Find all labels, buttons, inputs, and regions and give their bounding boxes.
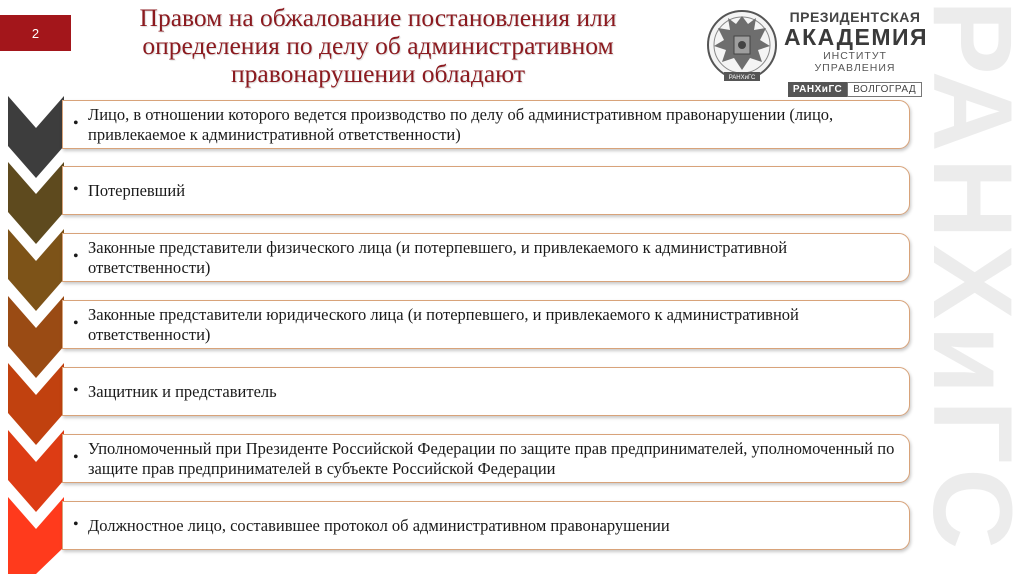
- bullet: •: [73, 381, 79, 399]
- bullet: •: [73, 114, 79, 132]
- bullet: •: [73, 247, 79, 265]
- chevron-1: [8, 96, 64, 178]
- list-item: [62, 166, 910, 215]
- list-item-text: Законные представители юридического лица (и потерпевшего, и привлекаемого к административной ответственности): [88, 304, 799, 344]
- bullet: •: [73, 314, 79, 332]
- list-item: [62, 100, 910, 149]
- watermark-text: РАНХиГС: [910, 0, 1035, 556]
- logo-text: [784, 9, 929, 97]
- watermark: [910, 0, 1035, 574]
- bullet: •: [73, 180, 79, 198]
- logo-line-president: ПРЕЗИДЕНТСКАЯ: [789, 9, 921, 25]
- bullet: •: [73, 515, 79, 533]
- academy-logo: [700, 2, 928, 94]
- list-item-text: Должностное лицо, составившее протокол об административном правонарушении: [88, 515, 670, 535]
- list-item-text: Законные представители физического лица (и потерпевшего, и привлекаемого к административной ответственности): [88, 237, 788, 277]
- logo-line-institute: ИНСТИТУТ УПРАВЛЕНИЯ: [814, 50, 896, 74]
- emblem-caption: РАНХиГС: [728, 75, 756, 81]
- list-item: [62, 233, 910, 282]
- logo-line-academy: АКАДЕМИЯ: [784, 24, 929, 50]
- slide-title: Правом на обжалование постановления или определения по делу об административном правонарушении обладают: [139, 3, 617, 88]
- slide-number: 2: [31, 25, 40, 41]
- list-item-text: Лицо, в отношении которого ведется производство по делу об административном правонарушении (лицо, привлекаемое к административной ответственности): [88, 104, 834, 144]
- logo-badges: [784, 82, 926, 97]
- list-item-text: Уполномоченный при Президенте Российской Федерации по защите прав предпринимателей, уполномоченный по защите прав предпринимателей в субъекте Российской Федерации: [88, 438, 895, 478]
- list-item: [62, 434, 910, 483]
- list-item: [62, 300, 910, 349]
- list-item: [62, 367, 910, 416]
- list-item-text: Потерпевший: [88, 180, 186, 200]
- eagle-emblem-icon: [704, 2, 780, 92]
- list-item: [62, 501, 910, 550]
- list-item-text: Защитник и представитель: [88, 381, 277, 401]
- chevron-arrows: [0, 0, 64, 574]
- bullet: •: [73, 448, 79, 466]
- logo-badge-volgograd: ВОЛГОГРАД: [847, 82, 922, 97]
- logo-badge-ranepa: РАНХиГС: [788, 82, 847, 97]
